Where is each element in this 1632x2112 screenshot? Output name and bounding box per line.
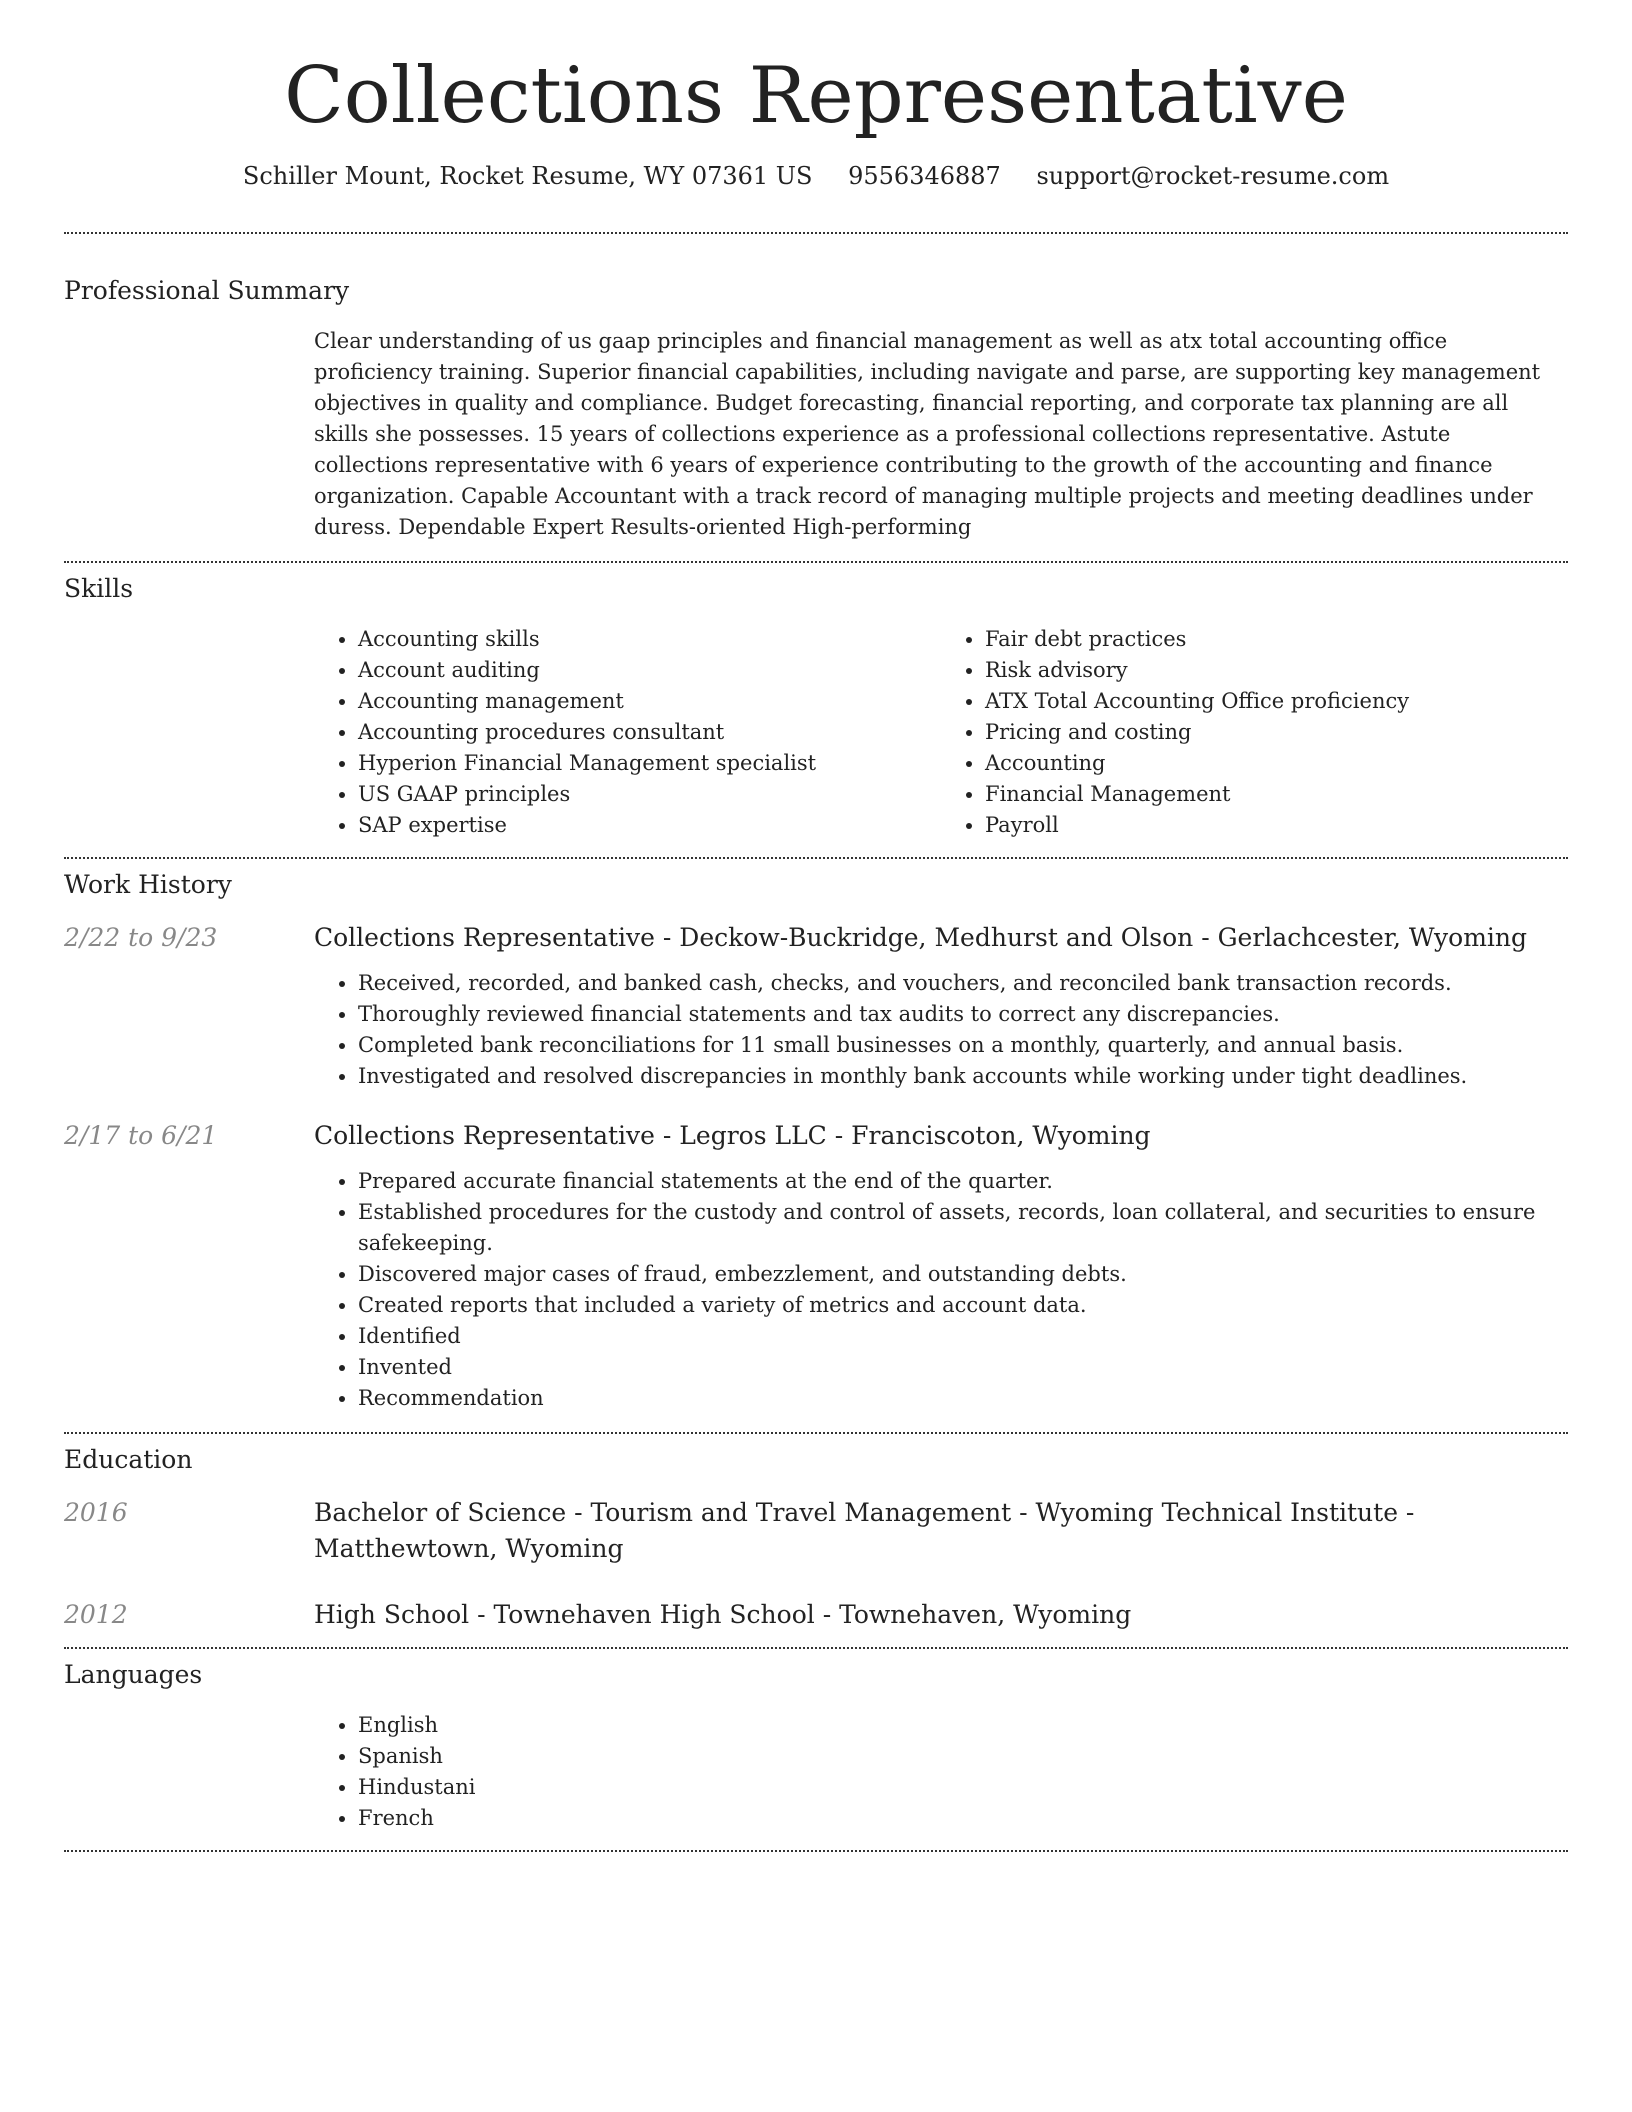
skill-item: • US GAAP principles xyxy=(358,779,941,810)
skills-section xyxy=(64,563,1568,841)
job-header xyxy=(64,920,1568,956)
contact-email: support@rocket-resume.com xyxy=(1036,161,1390,190)
summary-title: Professional Summary xyxy=(64,276,350,306)
education-line xyxy=(314,1597,1568,1633)
languages-list xyxy=(314,1710,1568,1834)
skill-item: • Accounting skills xyxy=(358,624,941,655)
job-details: - Legros LLC - Franciscoton, Wyoming xyxy=(654,1121,1151,1151)
contact-line xyxy=(64,160,1568,194)
job-bullets xyxy=(314,1166,1568,1414)
candidate-name: Collections Representative xyxy=(284,51,1348,141)
skills-title: Skills xyxy=(64,574,134,604)
education-line xyxy=(314,1495,1568,1567)
job-bullet: • Created reports that included a variety of metrics and account data. xyxy=(358,1290,1568,1321)
divider xyxy=(64,1850,1568,1852)
job-entry xyxy=(64,1118,1568,1414)
skills-column-right xyxy=(941,624,1568,841)
job-header xyxy=(64,1118,1568,1154)
skill-item: • ATX Total Accounting Office proficiency xyxy=(985,686,1568,717)
languages-title: Languages xyxy=(64,1660,203,1690)
language-item: • Hindustani xyxy=(358,1772,1568,1803)
job-bullets xyxy=(314,968,1568,1092)
skill-item: • Risk advisory xyxy=(985,655,1568,686)
job-bullet: • Identified xyxy=(358,1321,1568,1352)
skill-item: • Hyperion Financial Management specialist xyxy=(358,748,941,779)
language-item: • English xyxy=(358,1710,1568,1741)
education-details: - Wyoming Technical Institute - Matthewtown, Wyoming xyxy=(314,1498,1415,1564)
skill-item: • Financial Management xyxy=(985,779,1568,810)
contact-phone: 9556346887 xyxy=(848,161,1001,190)
skill-item: • Fair debt practices xyxy=(985,624,1568,655)
work-title: Work History xyxy=(64,870,232,900)
language-item: • Spanish xyxy=(358,1741,1568,1772)
job-entry xyxy=(64,920,1568,1092)
summary-section xyxy=(64,234,1568,543)
job-title-line xyxy=(314,920,1568,956)
job-bullet: • Completed bank reconciliations for 11 small businesses on a monthly, quarterly, and annual basis. xyxy=(358,1030,1568,1061)
skills-list xyxy=(314,624,1568,841)
job-bullet: • Investigated and resolved discrepancies in monthly bank accounts while working under tight deadlines. xyxy=(358,1061,1568,1092)
skill-item: • Accounting xyxy=(985,748,1568,779)
skill-item: • Accounting management xyxy=(358,686,941,717)
skills-column-left xyxy=(314,624,941,841)
education-entry xyxy=(64,1597,1568,1633)
job-role: Collections Representative xyxy=(314,923,655,953)
job-title-line xyxy=(314,1118,1568,1154)
job-bullet: • Invented xyxy=(358,1352,1568,1383)
skill-item: • Accounting procedures consultant xyxy=(358,717,941,748)
work-section xyxy=(64,859,1568,1414)
languages-section xyxy=(64,1649,1568,1834)
summary-text: Clear understanding of us gaap principles and financial management as well as atx total accounting office proficiency training. Superior financial capabilities, including navigate and parse, are supporting key management objectives in quality and compliance. Budget forecasting, financial reporting, and corporate tax planning are all skills she possesses. 15 years of collections experience as a professional collections representative. Astute collections representative with 6 years of experience contributing to the growth of the accounting and finance organization. Capable Accountant with a track record of managing multiple projects and meeting deadlines under duress. Dependable Expert Results-oriented High-performing xyxy=(314,329,1541,540)
job-bullet: • Discovered major cases of fraud, embezzlement, and outstanding debts. xyxy=(358,1259,1568,1290)
job-details: - Deckow-Buckridge, Medhurst and Olson - Gerlachcester, Wyoming xyxy=(654,923,1527,953)
education-year: 2012 xyxy=(64,1600,128,1630)
contact-address: Schiller Mount, Rocket Resume, WY 07361 US xyxy=(242,161,813,190)
language-item: • French xyxy=(358,1803,1568,1834)
education-degree: Bachelor of Science - Tourism and Travel Management xyxy=(314,1498,1012,1528)
job-bullet: • Prepared accurate financial statements at the end of the quarter. xyxy=(358,1166,1568,1197)
job-bullet: • Received, recorded, and banked cash, checks, and vouchers, and reconciled bank transaction records. xyxy=(358,968,1568,999)
skill-item: • Account auditing xyxy=(358,655,941,686)
education-entry xyxy=(64,1495,1568,1567)
resume-header xyxy=(64,0,1568,193)
education-details: - Townehaven High School - Townehaven, Wyoming xyxy=(469,1600,1132,1630)
skill-item: • SAP expertise xyxy=(358,810,941,841)
job-dates: 2/22 to 9/23 xyxy=(64,923,218,953)
education-section xyxy=(64,1434,1568,1633)
skill-item: • Payroll xyxy=(985,810,1568,841)
job-bullet: • Recommendation xyxy=(358,1383,1568,1414)
job-role: Collections Representative xyxy=(314,1121,655,1151)
job-bullet: • Thoroughly reviewed financial statements and tax audits to correct any discrepancies. xyxy=(358,999,1568,1030)
job-bullet: • Established procedures for the custody and control of assets, records, loan collateral, and securities to ensure safekeeping. xyxy=(358,1197,1568,1259)
education-year: 2016 xyxy=(64,1498,128,1528)
education-degree: High School xyxy=(314,1600,470,1630)
skill-item: • Pricing and costing xyxy=(985,717,1568,748)
job-dates: 2/17 to 6/21 xyxy=(64,1121,218,1151)
education-title: Education xyxy=(64,1445,193,1475)
